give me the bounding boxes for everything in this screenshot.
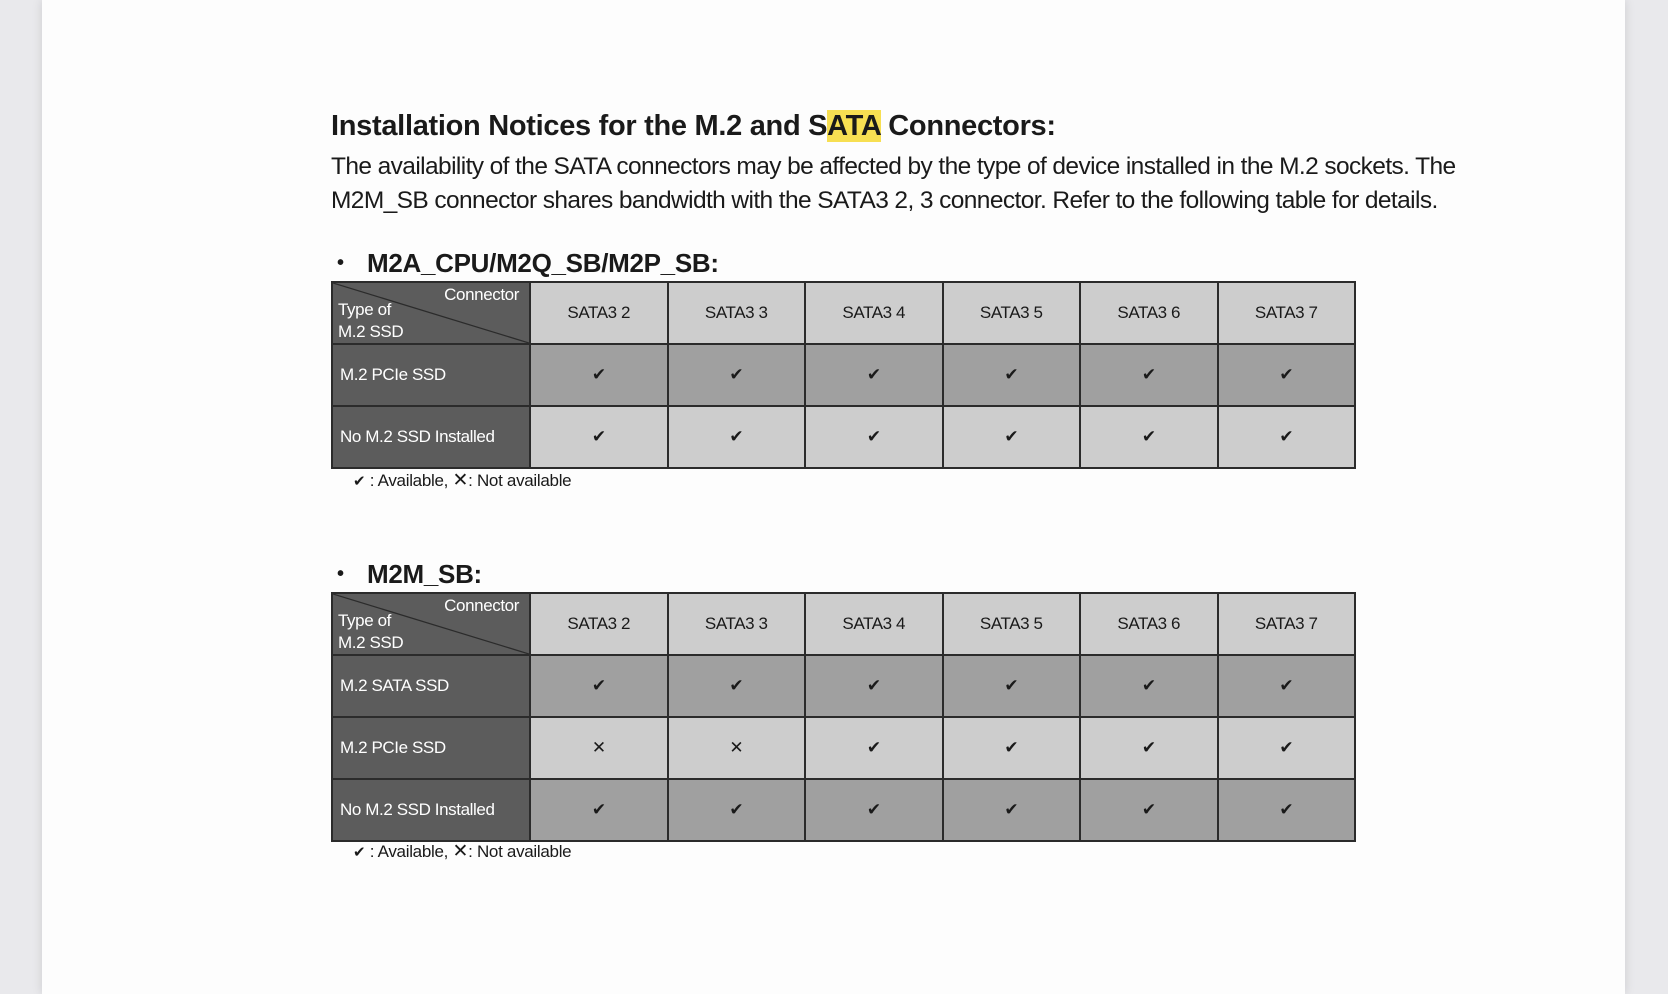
bullet-icon: • bbox=[337, 252, 344, 274]
table-row bbox=[332, 406, 1355, 468]
table-row bbox=[332, 717, 1355, 779]
availability-cell: ✔ bbox=[1218, 344, 1356, 406]
table-legend bbox=[353, 840, 571, 863]
availability-cell: ✔ bbox=[1080, 406, 1218, 468]
legend-text: : Not available bbox=[468, 842, 572, 861]
column-header: SATA3 3 bbox=[668, 282, 806, 344]
availability-cell: ✔ bbox=[1080, 779, 1218, 841]
availability-cell: ✔ bbox=[1080, 344, 1218, 406]
column-header: SATA3 4 bbox=[805, 593, 943, 655]
availability-cell: ✔ bbox=[530, 406, 668, 468]
corner-top-label: Connector bbox=[444, 596, 519, 615]
column-header: SATA3 5 bbox=[943, 282, 1081, 344]
corner-bottom-line: M.2 SSD bbox=[338, 322, 404, 341]
availability-cell: ✔ bbox=[1218, 779, 1356, 841]
corner-bottom-line: Type of bbox=[338, 611, 391, 630]
column-header: SATA3 2 bbox=[530, 282, 668, 344]
check-icon: ✔ bbox=[353, 473, 366, 490]
legend-text: : Not available bbox=[468, 471, 572, 490]
availability-cell: ✔ bbox=[668, 344, 806, 406]
table-legend bbox=[353, 469, 571, 492]
availability-cell: ✕ bbox=[530, 717, 668, 779]
availability-cell: ✔ bbox=[943, 779, 1081, 841]
availability-cell: ✔ bbox=[668, 406, 806, 468]
compatibility-table bbox=[331, 281, 1356, 469]
corner-bottom-line: M.2 SSD bbox=[338, 633, 404, 652]
cross-icon: ✕ bbox=[452, 841, 469, 862]
column-header: SATA3 7 bbox=[1218, 593, 1356, 655]
availability-cell: ✔ bbox=[943, 406, 1081, 468]
column-header: SATA3 4 bbox=[805, 282, 943, 344]
availability-cell: ✔ bbox=[668, 655, 806, 717]
corner-bottom-label bbox=[338, 610, 403, 654]
check-icon: ✔ bbox=[353, 844, 366, 861]
row-header: M.2 PCIe SSD bbox=[332, 344, 530, 406]
availability-cell: ✔ bbox=[530, 655, 668, 717]
availability-cell: ✔ bbox=[1218, 655, 1356, 717]
legend-text: : Available, bbox=[369, 842, 449, 861]
availability-cell: ✔ bbox=[805, 406, 943, 468]
compatibility-table bbox=[331, 592, 1356, 842]
column-header: SATA3 5 bbox=[943, 593, 1081, 655]
row-header: M.2 SATA SSD bbox=[332, 655, 530, 717]
table-row bbox=[332, 779, 1355, 841]
availability-cell: ✔ bbox=[805, 717, 943, 779]
table-title-text: M2M_SB: bbox=[367, 559, 482, 589]
column-header: SATA3 3 bbox=[668, 593, 806, 655]
availability-cell: ✔ bbox=[530, 344, 668, 406]
column-header: SATA3 2 bbox=[530, 593, 668, 655]
availability-cell: ✔ bbox=[943, 655, 1081, 717]
availability-cell: ✔ bbox=[805, 655, 943, 717]
table-title-m2a bbox=[337, 248, 719, 279]
availability-cell: ✔ bbox=[805, 779, 943, 841]
table-corner-header bbox=[332, 593, 530, 655]
heading-text: Installation Notices for the M.2 and S bbox=[331, 110, 828, 142]
section-heading bbox=[331, 110, 1056, 143]
column-header: SATA3 7 bbox=[1218, 282, 1356, 344]
availability-cell: ✕ bbox=[668, 717, 806, 779]
availability-cell: ✔ bbox=[1080, 655, 1218, 717]
row-header: No M.2 SSD Installed bbox=[332, 406, 530, 468]
availability-cell: ✔ bbox=[805, 344, 943, 406]
column-header: SATA3 6 bbox=[1080, 282, 1218, 344]
table-title-m2m bbox=[337, 559, 482, 590]
availability-cell: ✔ bbox=[943, 344, 1081, 406]
availability-cell: ✔ bbox=[530, 779, 668, 841]
search-highlight: ATA bbox=[827, 110, 881, 142]
cross-icon: ✕ bbox=[452, 470, 469, 491]
intro-line: The availability of the SATA connectors may be affected by the type of device installed in the M.2 sockets. The bbox=[331, 153, 1456, 180]
intro-line: M2M_SB connector shares bandwidth with the SATA3 2, 3 connector. Refer to the following table for details. bbox=[331, 187, 1438, 214]
table-row bbox=[332, 344, 1355, 406]
row-header: No M.2 SSD Installed bbox=[332, 779, 530, 841]
corner-bottom-line: Type of bbox=[338, 300, 391, 319]
row-header: M.2 PCIe SSD bbox=[332, 717, 530, 779]
availability-cell: ✔ bbox=[1218, 406, 1356, 468]
table-row bbox=[332, 655, 1355, 717]
availability-cell: ✔ bbox=[668, 779, 806, 841]
document-page bbox=[42, 0, 1625, 994]
table-corner-header bbox=[332, 282, 530, 344]
availability-cell: ✔ bbox=[943, 717, 1081, 779]
corner-top-label: Connector bbox=[444, 285, 519, 304]
column-header: SATA3 6 bbox=[1080, 593, 1218, 655]
legend-text: : Available, bbox=[369, 471, 449, 490]
availability-cell: ✔ bbox=[1080, 717, 1218, 779]
availability-cell: ✔ bbox=[1218, 717, 1356, 779]
intro-paragraph bbox=[331, 150, 1456, 218]
table-title-text: M2A_CPU/M2Q_SB/M2P_SB: bbox=[367, 248, 719, 278]
bullet-icon: • bbox=[337, 563, 344, 585]
heading-text-end: Connectors: bbox=[880, 110, 1056, 142]
corner-bottom-label bbox=[338, 299, 403, 343]
